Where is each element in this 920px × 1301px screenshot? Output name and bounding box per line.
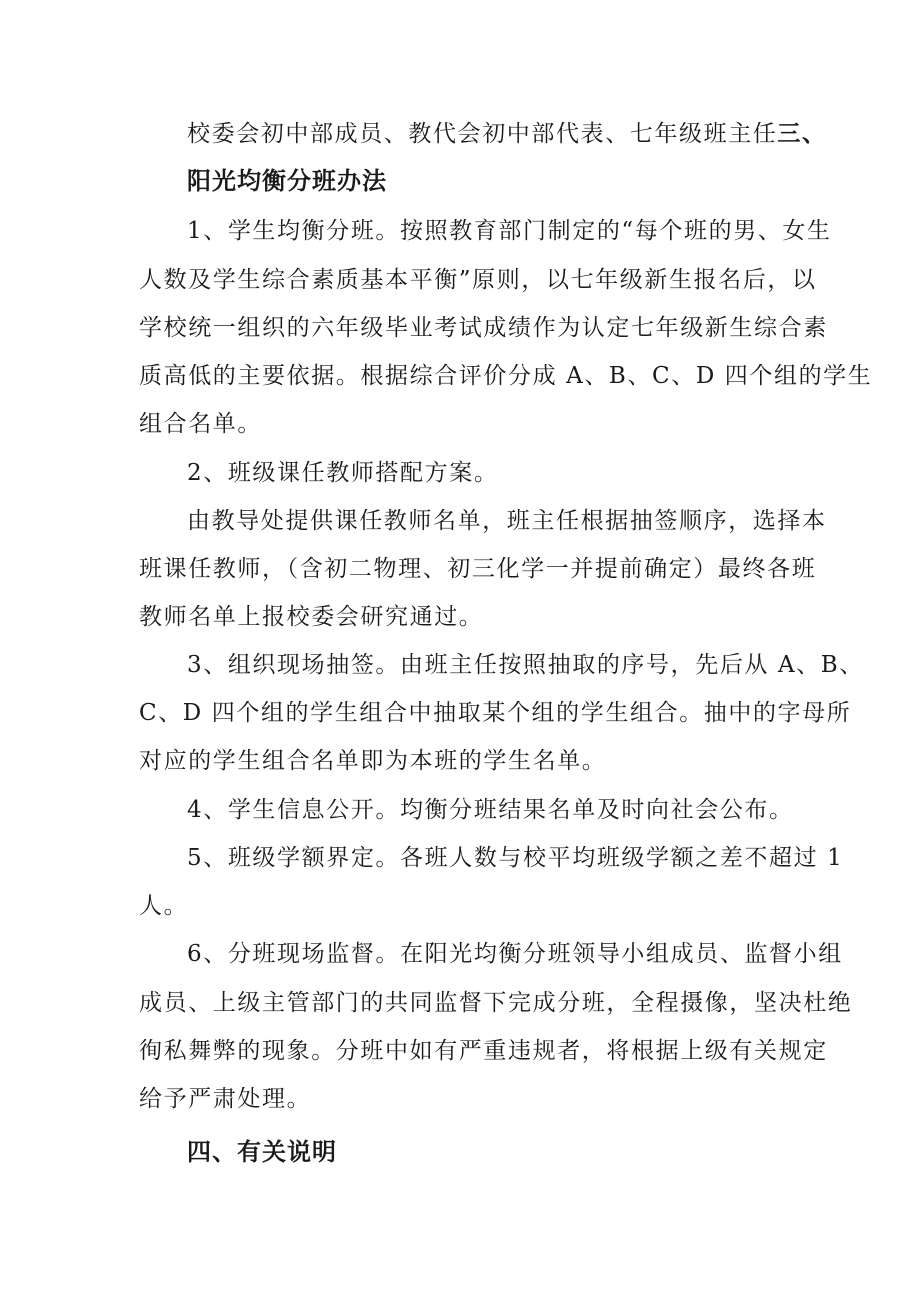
paragraph-line: 班课任教师，（含初二物理、初三化学一并提前确定）最终各班 — [139, 556, 817, 582]
paragraph-line: 3、组织现场抽签。由班主任按照抽取的序号，先后从 A、B、 — [187, 652, 864, 678]
paragraph-line: 4、学生信息公开。均衡分班结果名单及时向社会公布。 — [187, 797, 794, 823]
paragraph-line: 对应的学生组合名单即为本班的学生名单。 — [139, 748, 607, 774]
section3-number: 三、 — [777, 121, 827, 147]
paragraph-line: 教师名单上报校委会研究通过。 — [139, 604, 484, 630]
section3-heading: 阳光均衡分班办法 — [187, 167, 387, 195]
intro-line — [187, 119, 827, 149]
paragraph-line: C、D 四个组的学生组合中抽取某个组的学生组合。抽中的字母所 — [139, 700, 852, 726]
paragraph-line: 组合名单。 — [139, 411, 262, 437]
paragraph-line: 1、学生均衡分班。按照教育部门制定的“每个班的男、女生 — [187, 218, 832, 244]
paragraph-line: 人数及学生综合素质基本平衡”原则，以七年级新生报名后，以 — [139, 267, 817, 293]
paragraph-line: 徇私舞弊的现象。分班中如有严重违规者，将根据上级有关规定 — [139, 1038, 828, 1064]
paragraph-line: 2、班级课任教师搭配方案。 — [187, 460, 499, 486]
paragraph-line: 质高低的主要依据。根据综合评价分成 A、B、C、D 四个组的学生 — [139, 363, 873, 389]
paragraph-line: 6、分班现场监督。在阳光均衡分班领导小组成员、监督小组 — [187, 941, 843, 967]
intro-text: 校委会初中部成员、教代会初中部代表、七年级班主任 — [187, 121, 778, 147]
paragraph-line: 5、班级学额界定。各班人数与校平均班级学额之差不超过 1 — [187, 845, 844, 871]
paragraph-line: 由教导处提供课任教师名单，班主任根据抽签顺序，选择本 — [187, 508, 827, 534]
paragraph-line: 给予严肃处理。 — [139, 1086, 312, 1112]
section4-heading: 四、有关说明 — [187, 1138, 337, 1166]
paragraph-line: 学校统一组织的六年级毕业考试成绩作为认定七年级新生综合素 — [139, 315, 828, 341]
paragraph-line: 人。 — [139, 893, 189, 919]
paragraph-line: 成员、上级主管部门的共同监督下完成分班，全程摄像，坚决杜绝 — [139, 990, 853, 1016]
